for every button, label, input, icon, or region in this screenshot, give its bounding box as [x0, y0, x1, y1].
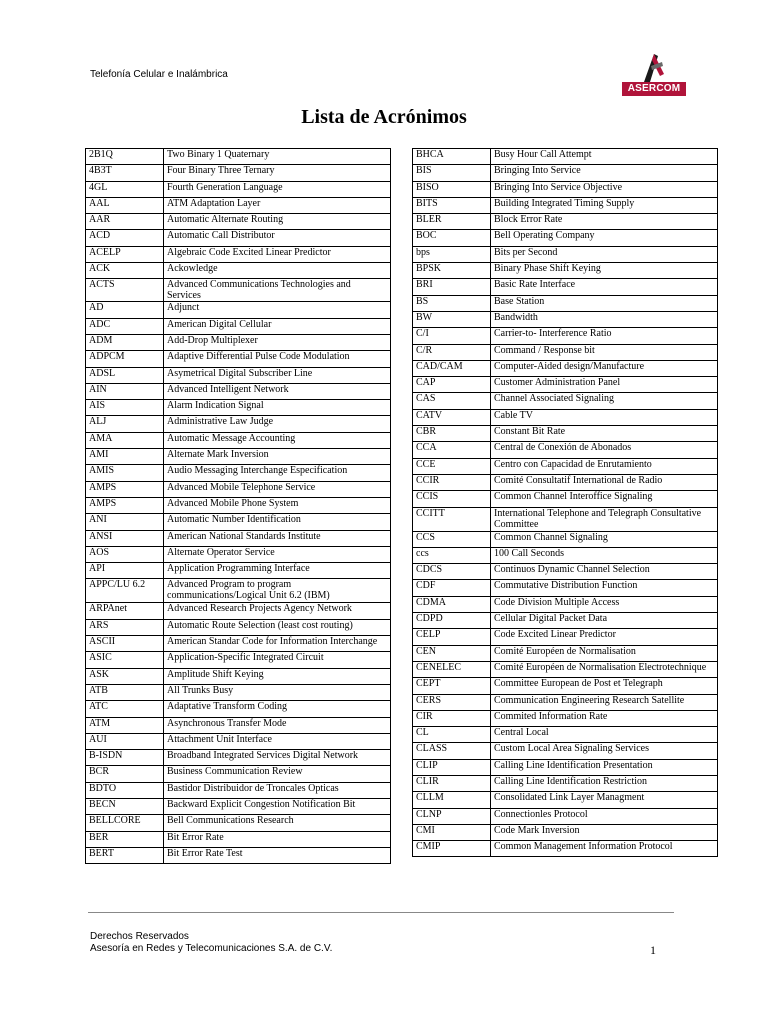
- acronym-cell: AOS: [86, 546, 164, 562]
- acronym-cell: CCE: [413, 458, 491, 474]
- acronym-cell: BPSK: [413, 263, 491, 279]
- table-row: [413, 727, 718, 743]
- page-number: 1: [650, 943, 656, 957]
- table-row: [86, 831, 391, 847]
- acronym-cell: ADPCM: [86, 351, 164, 367]
- definition-cell: Fourth Generation Language: [164, 181, 391, 197]
- footer-company: Asesoría en Redes y Telecomunicaciones S.A. de C.V.: [90, 943, 333, 954]
- definition-cell: Code Division Multiple Access: [491, 596, 718, 612]
- definition-cell: Automatic Message Accounting: [164, 432, 391, 448]
- definition-cell: Central Local: [491, 727, 718, 743]
- definition-cell: Comité Européen de Normalisation: [491, 645, 718, 661]
- table-row: [413, 596, 718, 612]
- definition-cell: Advanced Communications Technologies and Services: [164, 279, 391, 302]
- definition-cell: Continuos Dynamic Channel Selection: [491, 564, 718, 580]
- table-row: [413, 474, 718, 490]
- table-row: [413, 246, 718, 262]
- definition-cell: Application Programming Interface: [164, 563, 391, 579]
- definition-cell: Adaptive Differential Pulse Code Modulation: [164, 351, 391, 367]
- definition-cell: Adjunct: [164, 302, 391, 318]
- table-row: [86, 530, 391, 546]
- definition-cell: Block Error Rate: [491, 214, 718, 230]
- acronym-cell: BHCA: [413, 149, 491, 165]
- definition-cell: Bringing Into Service Objective: [491, 181, 718, 197]
- definition-cell: International Telephone and Telegraph Consultative Committee: [491, 507, 718, 531]
- table-row: [413, 678, 718, 694]
- acronym-cell: CDMA: [413, 596, 491, 612]
- definition-cell: Binary Phase Shift Keying: [491, 263, 718, 279]
- table-row: [86, 636, 391, 652]
- table-row: [413, 181, 718, 197]
- acronym-cell: CCA: [413, 442, 491, 458]
- definition-cell: Committee European de Post et Telegraph: [491, 678, 718, 694]
- acronym-cell: BLER: [413, 214, 491, 230]
- table-row: [413, 694, 718, 710]
- definition-cell: Bringing Into Service: [491, 165, 718, 181]
- acronym-cell: ATB: [86, 684, 164, 700]
- acronym-cell: CCITT: [413, 507, 491, 531]
- definition-cell: Code Mark Inversion: [491, 824, 718, 840]
- table-row: [413, 547, 718, 563]
- acronym-cell: ANI: [86, 514, 164, 530]
- table-row: [413, 775, 718, 791]
- definition-cell: Adaptative Transform Coding: [164, 701, 391, 717]
- definition-cell: 100 Call Seconds: [491, 547, 718, 563]
- acronym-cell: CCIR: [413, 474, 491, 490]
- logo-mark-icon: [622, 52, 686, 84]
- acronym-cell: BDTO: [86, 782, 164, 798]
- acronym-cell: ATC: [86, 701, 164, 717]
- acronym-cell: CCIS: [413, 491, 491, 507]
- acronym-cell: ACK: [86, 263, 164, 279]
- table-row: [413, 759, 718, 775]
- definition-cell: Backward Explicit Congestion Notification Bit: [164, 798, 391, 814]
- acronym-table-left-body: [86, 149, 391, 864]
- acronym-cell: BCR: [86, 766, 164, 782]
- definition-cell: Audio Messaging Interchange Especification: [164, 465, 391, 481]
- definition-cell: Busy Hour Call Attempt: [491, 149, 718, 165]
- definition-cell: Command / Response bit: [491, 344, 718, 360]
- acronym-cell: CLLM: [413, 792, 491, 808]
- table-row: [413, 165, 718, 181]
- acronym-cell: CLASS: [413, 743, 491, 759]
- definition-cell: Automatic Number Identification: [164, 514, 391, 530]
- definition-cell: Commutative Distribution Function: [491, 580, 718, 596]
- acronym-cell: AD: [86, 302, 164, 318]
- table-row: [413, 743, 718, 759]
- acronym-cell: BRI: [413, 279, 491, 295]
- acronym-cell: AMA: [86, 432, 164, 448]
- table-row: [413, 149, 718, 165]
- acronym-cell: B-ISDN: [86, 750, 164, 766]
- acronym-cell: ccs: [413, 547, 491, 563]
- definition-cell: Comité Européen de Normalisation Electrotechnique: [491, 661, 718, 677]
- definition-cell: Amplitude Shift Keying: [164, 668, 391, 684]
- definition-cell: Application-Specific Integrated Circuit: [164, 652, 391, 668]
- definition-cell: Bell Communications Research: [164, 815, 391, 831]
- acronym-cell: CEPT: [413, 678, 491, 694]
- definition-cell: Bit Error Rate Test: [164, 847, 391, 863]
- table-row: [86, 432, 391, 448]
- definition-cell: Base Station: [491, 295, 718, 311]
- definition-cell: Business Communication Review: [164, 766, 391, 782]
- acronym-cell: CLIP: [413, 759, 491, 775]
- acronym-cell: ARS: [86, 619, 164, 635]
- acronym-cell: CBR: [413, 426, 491, 442]
- table-row: [413, 409, 718, 425]
- acronym-cell: CIR: [413, 710, 491, 726]
- table-row: [86, 603, 391, 619]
- definition-cell: Basic Rate Interface: [491, 279, 718, 295]
- table-row: [86, 449, 391, 465]
- table-row: [86, 181, 391, 197]
- acronym-cell: BISO: [413, 181, 491, 197]
- acronym-table-right: [412, 148, 718, 857]
- header-title: Telefonía Celular e Inalámbrica: [90, 69, 228, 80]
- table-row: [86, 798, 391, 814]
- acronym-cell: ADM: [86, 334, 164, 350]
- definition-cell: Attachment Unit Interface: [164, 733, 391, 749]
- acronym-cell: BOC: [413, 230, 491, 246]
- acronym-cell: 4B3T: [86, 165, 164, 181]
- acronym-table-right-body: [413, 149, 718, 857]
- acronym-cell: C/I: [413, 328, 491, 344]
- table-row: [413, 230, 718, 246]
- table-row: [86, 652, 391, 668]
- table-row: [413, 263, 718, 279]
- table-row: [86, 733, 391, 749]
- definition-cell: Add-Drop Multiplexer: [164, 334, 391, 350]
- definition-cell: Central de Conexión de Abonados: [491, 442, 718, 458]
- definition-cell: All Trunks Busy: [164, 684, 391, 700]
- table-row: [86, 668, 391, 684]
- table-row: [86, 197, 391, 213]
- table-row: [86, 815, 391, 831]
- acronym-cell: CENELEC: [413, 661, 491, 677]
- definition-cell: Building Integrated Timing Supply: [491, 197, 718, 213]
- acronym-cell: CDPD: [413, 613, 491, 629]
- table-row: [86, 214, 391, 230]
- table-row: [413, 442, 718, 458]
- acronym-cell: BELLCORE: [86, 815, 164, 831]
- definition-cell: Ackowledge: [164, 263, 391, 279]
- table-row: [413, 279, 718, 295]
- table-row: [413, 629, 718, 645]
- acronym-table-left: [85, 148, 391, 864]
- definition-cell: Advanced Intelligent Network: [164, 383, 391, 399]
- table-row: [413, 197, 718, 213]
- table-row: [86, 400, 391, 416]
- definition-cell: Channel Associated Signaling: [491, 393, 718, 409]
- table-row: [86, 416, 391, 432]
- table-row: [86, 514, 391, 530]
- acronym-cell: CAS: [413, 393, 491, 409]
- definition-cell: Computer-Aided design/Manufacture: [491, 360, 718, 376]
- acronym-cell: BIS: [413, 165, 491, 181]
- definition-cell: Bit Error Rate: [164, 831, 391, 847]
- table-row: [86, 149, 391, 165]
- definition-cell: Bell Operating Company: [491, 230, 718, 246]
- table-row: [413, 531, 718, 547]
- acronym-cell: ADSL: [86, 367, 164, 383]
- acronym-cell: CL: [413, 727, 491, 743]
- table-row: [413, 393, 718, 409]
- definition-cell: Common Management Information Protocol: [491, 841, 718, 857]
- acronym-cell: AMPS: [86, 481, 164, 497]
- table-row: [86, 750, 391, 766]
- table-row: [86, 847, 391, 863]
- definition-cell: Advanced Mobile Phone System: [164, 497, 391, 513]
- acronym-cell: ANSI: [86, 530, 164, 546]
- table-row: [86, 334, 391, 350]
- table-row: [413, 841, 718, 857]
- definition-cell: ATM Adaptation Layer: [164, 197, 391, 213]
- definition-cell: American National Standards Institute: [164, 530, 391, 546]
- acronym-cell: CEN: [413, 645, 491, 661]
- definition-cell: Carrier-to- Interference Ratio: [491, 328, 718, 344]
- acronym-cell: CCS: [413, 531, 491, 547]
- acronym-cell: CDF: [413, 580, 491, 596]
- definition-cell: Custom Local Area Signaling Services: [491, 743, 718, 759]
- table-row: [413, 580, 718, 596]
- acronym-cell: ACELP: [86, 246, 164, 262]
- table-row: [413, 426, 718, 442]
- acronym-cell: ATM: [86, 717, 164, 733]
- acronym-cell: CERS: [413, 694, 491, 710]
- acronym-cell: 2B1Q: [86, 149, 164, 165]
- table-row: [413, 613, 718, 629]
- definition-cell: Asynchronous Transfer Mode: [164, 717, 391, 733]
- acronym-cell: CAP: [413, 377, 491, 393]
- table-row: [413, 808, 718, 824]
- table-row: [86, 546, 391, 562]
- definition-cell: Algebraic Code Excited Linear Predictor: [164, 246, 391, 262]
- table-row: [86, 701, 391, 717]
- definition-cell: Alternate Mark Inversion: [164, 449, 391, 465]
- definition-cell: Automatic Alternate Routing: [164, 214, 391, 230]
- definition-cell: Consolidated Link Layer Managment: [491, 792, 718, 808]
- table-row: [413, 344, 718, 360]
- table-row: [86, 230, 391, 246]
- table-row: [86, 766, 391, 782]
- definition-cell: Bandwidth: [491, 311, 718, 327]
- acronym-cell: AMI: [86, 449, 164, 465]
- definition-cell: Broadband Integrated Services Digital Network: [164, 750, 391, 766]
- acronym-cell: CLNP: [413, 808, 491, 824]
- table-row: [413, 824, 718, 840]
- table-row: [86, 563, 391, 579]
- acronym-cell: AIS: [86, 400, 164, 416]
- definition-cell: Common Channel Signaling: [491, 531, 718, 547]
- definition-cell: Customer Administration Panel: [491, 377, 718, 393]
- acronym-cell: BECN: [86, 798, 164, 814]
- acronym-cell: AUI: [86, 733, 164, 749]
- table-row: [86, 619, 391, 635]
- definition-cell: Comité Consultatif International de Radio: [491, 474, 718, 490]
- definition-cell: Alternate Operator Service: [164, 546, 391, 562]
- acronym-cell: ARPAnet: [86, 603, 164, 619]
- definition-cell: Bastidor Distribuidor de Troncales Opticas: [164, 782, 391, 798]
- acronym-cell: APPC/LU 6.2: [86, 579, 164, 603]
- table-row: [86, 367, 391, 383]
- definition-cell: Connectionles Protocol: [491, 808, 718, 824]
- table-row: [86, 279, 391, 302]
- definition-cell: Bits per Second: [491, 246, 718, 262]
- table-row: [413, 360, 718, 376]
- table-row: [86, 465, 391, 481]
- table-row: [86, 782, 391, 798]
- acronym-cell: AMIS: [86, 465, 164, 481]
- acronym-cell: BS: [413, 295, 491, 311]
- definition-cell: Code Excited Linear Predictor: [491, 629, 718, 645]
- definition-cell: Communication Engineering Research Satellite: [491, 694, 718, 710]
- acronym-cell: AMPS: [86, 497, 164, 513]
- definition-cell: Common Channel Interoffice Signaling: [491, 491, 718, 507]
- acronym-cell: ASK: [86, 668, 164, 684]
- definition-cell: Constant Bit Rate: [491, 426, 718, 442]
- table-row: [86, 302, 391, 318]
- definition-cell: American Digital Cellular: [164, 318, 391, 334]
- definition-cell: Cable TV: [491, 409, 718, 425]
- definition-cell: Advanced Research Projects Agency Network: [164, 603, 391, 619]
- asercom-logo: [622, 52, 686, 100]
- table-row: [86, 165, 391, 181]
- acronym-cell: CATV: [413, 409, 491, 425]
- table-row: [413, 295, 718, 311]
- acronym-cell: CAD/CAM: [413, 360, 491, 376]
- table-row: [86, 497, 391, 513]
- acronym-cell: ACTS: [86, 279, 164, 302]
- definition-cell: Centro con Capacidad de Enrutamiento: [491, 458, 718, 474]
- acronym-cell: 4GL: [86, 181, 164, 197]
- acronym-cell: bps: [413, 246, 491, 262]
- table-row: [86, 579, 391, 603]
- table-row: [86, 318, 391, 334]
- table-row: [413, 458, 718, 474]
- acronym-cell: BITS: [413, 197, 491, 213]
- table-row: [86, 717, 391, 733]
- definition-cell: Calling Line Identification Restriction: [491, 775, 718, 791]
- acronym-cell: AAL: [86, 197, 164, 213]
- table-row: [413, 377, 718, 393]
- footer: [90, 931, 332, 955]
- table-row: [86, 684, 391, 700]
- page-title: Lista de Acrónimos: [301, 106, 467, 128]
- acronym-cell: CMIP: [413, 841, 491, 857]
- footer-divider: [88, 912, 674, 913]
- acronym-cell: CELP: [413, 629, 491, 645]
- definition-cell: Automatic Route Selection (least cost routing): [164, 619, 391, 635]
- acronym-cell: CLIR: [413, 775, 491, 791]
- table-row: [86, 351, 391, 367]
- definition-cell: Calling Line Identification Presentation: [491, 759, 718, 775]
- table-row: [413, 710, 718, 726]
- definition-cell: Administrative Law Judge: [164, 416, 391, 432]
- acronym-cell: CDCS: [413, 564, 491, 580]
- footer-rights: Derechos Reservados: [90, 931, 189, 942]
- table-row: [413, 328, 718, 344]
- logo-text: ASERCOM: [622, 82, 686, 96]
- definition-cell: Advanced Mobile Telephone Service: [164, 481, 391, 497]
- definition-cell: Cellular Digital Packet Data: [491, 613, 718, 629]
- table-row: [86, 383, 391, 399]
- definition-cell: Four Binary Three Ternary: [164, 165, 391, 181]
- definition-cell: Commited Information Rate: [491, 710, 718, 726]
- acronym-cell: ALJ: [86, 416, 164, 432]
- acronym-cell: ASIC: [86, 652, 164, 668]
- definition-cell: Asymetrical Digital Subscriber Line: [164, 367, 391, 383]
- acronym-cell: C/R: [413, 344, 491, 360]
- acronym-cell: BER: [86, 831, 164, 847]
- acronym-cell: AIN: [86, 383, 164, 399]
- table-row: [86, 246, 391, 262]
- acronym-cell: API: [86, 563, 164, 579]
- table-row: [86, 481, 391, 497]
- table-row: [413, 214, 718, 230]
- definition-cell: Alarm Indication Signal: [164, 400, 391, 416]
- acronym-cell: ASCII: [86, 636, 164, 652]
- definition-cell: American Standar Code for Information Interchange: [164, 636, 391, 652]
- table-row: [413, 661, 718, 677]
- acronym-cell: ADC: [86, 318, 164, 334]
- acronym-cell: ACD: [86, 230, 164, 246]
- table-row: [413, 792, 718, 808]
- definition-cell: Advanced Program to program communications/Logical Unit 6.2 (IBM): [164, 579, 391, 603]
- acronym-cell: AAR: [86, 214, 164, 230]
- acronym-cell: BW: [413, 311, 491, 327]
- definition-cell: Automatic Call Distributor: [164, 230, 391, 246]
- table-row: [413, 645, 718, 661]
- acronym-cell: CMI: [413, 824, 491, 840]
- table-row: [86, 263, 391, 279]
- definition-cell: Two Binary 1 Quaternary: [164, 149, 391, 165]
- table-row: [413, 311, 718, 327]
- table-row: [413, 491, 718, 507]
- table-row: [413, 564, 718, 580]
- table-row: [413, 507, 718, 531]
- acronym-cell: BERT: [86, 847, 164, 863]
